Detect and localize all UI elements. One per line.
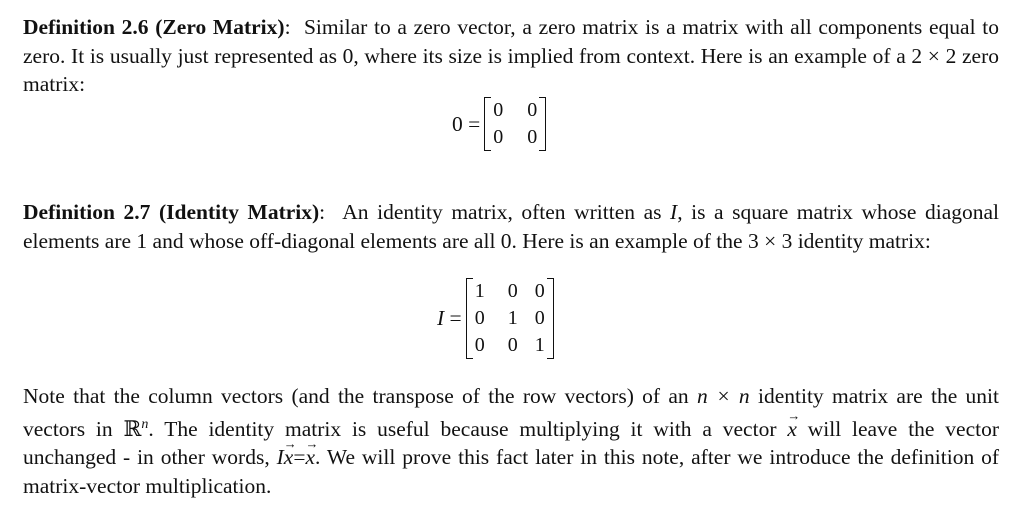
matrix-cell: 0 (507, 280, 518, 302)
matrix-cell: 0 (527, 99, 538, 121)
definition-2-6-text: Similar to a zero vector, a zero matrix is a matrix with all components equal to zero. It is usually just represented as 0, where its size is implied from context. Here is an example of a 2 × 2 zero matrix: (23, 15, 999, 97)
zero-matrix (484, 97, 546, 151)
matrix-cell: 0 (507, 334, 518, 356)
matrix-cell: 0 (493, 126, 504, 148)
reals-exponent: n (141, 416, 149, 432)
eq-vector-x-right: x → (305, 443, 315, 472)
matrix-cell: 0 (474, 334, 485, 356)
eq-identity: I (276, 445, 284, 470)
definition-2-6-colon: : (284, 15, 291, 39)
definition-2-7-heading: Definition 2.7 (Identity Matrix) (23, 200, 320, 224)
eq-vector-x-left: x → (284, 443, 294, 472)
matrix-cell: 0 (534, 280, 545, 302)
identity-matrix-equation (437, 278, 554, 359)
vector-x: x → (787, 415, 797, 444)
matrix-cell: 1 (507, 307, 518, 329)
matrix-cell: 0 (474, 307, 485, 329)
n-by-n: n × n (697, 384, 750, 408)
note-text-2: identity matrix are the unit vectors in (23, 384, 1000, 441)
definition-2-6-paragraph (23, 13, 999, 99)
definition-2-7-paragraph (23, 198, 999, 255)
note-text-3: . The identity matrix is useful because multiplying it with a vector (148, 416, 777, 441)
definition-2-7-text-after: , is a square matrix whose diagonal elements are 1 and whose off-diagonal elements are all 0. Here is an example of the 3 × 3 identity matrix: (23, 200, 999, 253)
zero-matrix-lhs: 0 = (452, 111, 481, 136)
note-text-1: Note that the column vectors (and the transpose of the row vectors) of an (23, 384, 689, 408)
matrix-cell: 0 (534, 307, 545, 329)
identity-symbol: I (670, 200, 678, 224)
matrix-cell: 0 (493, 99, 504, 121)
definition-2-7-text-before: An identity matrix, often written as (342, 200, 662, 224)
note-paragraph (23, 382, 999, 501)
identity-matrix (466, 278, 554, 359)
definition-2-6-heading: Definition 2.6 (Zero Matrix) (23, 15, 285, 39)
identity-lhs-equals: = (449, 306, 462, 330)
matrix-cell: 1 (534, 334, 545, 356)
zero-matrix-equation (452, 97, 546, 151)
matrix-cell: 0 (527, 126, 538, 148)
note-text-5: . We will prove this fact later in this note, after we introduce the definition of matrix-vector multiplication. (23, 445, 999, 498)
definition-2-7-colon: : (319, 200, 326, 224)
reals-symbol: ℝ (123, 416, 142, 441)
identity-matrix-lhs (437, 306, 462, 331)
eq-equals: = (293, 445, 306, 470)
matrix-cell: 1 (474, 280, 485, 302)
note-text-4: will leave the vector unchanged - in other words, (23, 416, 1000, 470)
identity-lhs-symbol: I (437, 306, 445, 330)
